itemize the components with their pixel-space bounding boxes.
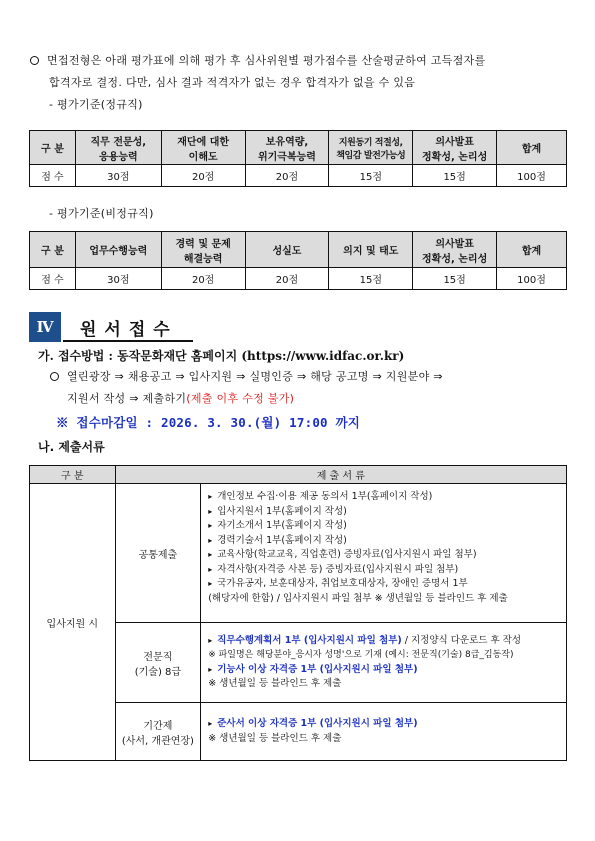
contract-docs-cell [201,703,567,761]
score-cell: 15점 [329,165,413,187]
contract-table-header [30,232,567,268]
score-cell: 20점 [245,268,329,290]
score-cell: 30점 [75,165,161,187]
row-label: 점 수 [30,268,76,290]
list-item [208,717,560,732]
required-doc: 직무수행계획서 1부 (입사지원시 파일 첨부) [217,634,402,646]
list-note: ※ 생년월일 등 블라인드 후 제출 [208,678,342,689]
intro-line-1: 면접전형은 아래 평가표에 의해 평가 후 심사위원별 평가점수를 산술평균하여 고득점자를 [47,54,486,67]
required-doc: 기능사 이상 자격증 1부 (입사지원시 파일 첨부) [217,663,418,675]
header-cell: 의지 및 태도 [329,232,413,268]
regular-evaluation-table [29,130,567,187]
section-underline [63,340,193,342]
list-note: ※ 생년월일 등 블라인드 후 제출 [208,732,342,744]
contract-criteria-label: - 평가기준(비정규직) [49,207,154,220]
score-cell: 15점 [413,165,497,187]
regular-criteria-label: - 평가기준(정규직) [49,98,143,111]
list-item [208,634,560,649]
section-title: 원서접수 [80,320,178,340]
header-cell: 성실도 [245,232,329,268]
docs-heading: 나. 제출서류 [38,440,105,454]
documents-table [29,465,567,761]
required-doc: 준사서 이상 자격증 1부 (입사지원시 파일 첨부) [217,718,418,729]
header-cell: 구 분 [30,232,76,268]
score-cell: 15점 [413,268,497,290]
list-item: ▸ 경력기술서 1부(홈페이지 작성) [208,534,560,549]
row-label: 점 수 [30,165,76,187]
method-steps [50,366,570,410]
category-cell: 기간제 (사서, 개관연장) [115,703,201,761]
header-cell: 지원동기 적절성, 책임감 발전가능성 [329,131,413,165]
score-cell: 20점 [161,165,245,187]
specialist-docs-list [208,634,560,692]
header-cell: 의사발표 정확성, 논리성 [413,131,497,165]
circle-bullet-icon [50,372,59,381]
category-cell: 공통제출 [115,484,201,623]
score-cell: 15점 [329,268,413,290]
specialist-docs-cell [201,623,567,703]
header-cell: 구 분 [30,131,76,165]
docs-row-common [30,484,567,623]
header-cell: 의사발표 정확성, 논리성 [413,232,497,268]
common-docs-list [208,490,560,606]
regular-table-row [30,165,567,187]
category-cell: 전문직 (기술) 8급 [115,623,201,703]
score-cell: 100점 [497,165,567,187]
circle-bullet-icon [30,56,39,65]
header-cell: 재단에 대한 이해도 [161,131,245,165]
group-cell: 입사지원 시 [30,484,116,761]
list-item [208,663,560,678]
contract-docs-list [208,717,560,746]
score-cell: 20점 [245,165,329,187]
header-cell: 직무 전문성, 응용능력 [75,131,161,165]
header-cell: 경력 및 문제 해결능력 [161,232,245,268]
deadline-notice: ※ 접수마감일 : 2026. 3. 30.(월) 17:00 까지 [56,415,361,430]
contract-evaluation-table [29,231,567,290]
section-number-badge: Ⅳ [29,312,61,342]
list-item: ▸ 개인정보 수집·이용 제공 동의서 1부(홈페이지 작성) [208,490,560,505]
intro-paragraph [30,50,575,116]
contract-table-row [30,268,567,290]
score-cell: 100점 [497,268,567,290]
list-note: (해당자에 한함) / 입사지원시 파일 첨부 ※ 생년월일 등 블라인드 후 제출 [208,592,508,604]
list-item: ▸ 입사지원서 1부(홈페이지 작성) [208,505,560,520]
list-item: ▸ 국가유공자, 보훈대상자, 취업보호대상자, 장애인 증명서 1부 [208,577,560,592]
score-cell: 20점 [161,268,245,290]
header-cell: 제 출 서 류 [115,466,566,484]
regular-table-header [30,131,567,165]
intro-line-2: 합격자로 결정. 다만, 심사 결과 적격자가 없는 경우 합격자가 없을 수 있음 [49,76,416,89]
steps-line-1: 열린광장 ⇒ 채용공고 ⇒ 입사지원 ⇒ 실명인증 ⇒ 해당 공고명 ⇒ 지원분야 ⇒ [67,370,443,383]
steps-note: (제출 이후 수정 불가) [186,392,295,405]
docs-table-header [30,466,567,484]
method-heading: 가. 접수방법 : 동작문화재단 홈페이지 (https://www.idfac.or.kr) [38,349,405,363]
steps-line-2: 지원서 작성 ⇒ 제출하기 [67,392,187,405]
list-item: ▸ 자격사항(자격증 사본 등) 증빙자료(입사지원시 파일 첨부) [208,563,560,578]
score-cell: 30점 [75,268,161,290]
list-note: ※ 파일명은 해당분야_응시자 성명'으로 기재 (예시: 전문직(기술) 8급_김동작) [208,650,514,660]
list-item: ▸ 교육사항(학교교육, 직업훈련) 증빙자료(입사지원시 파일 첨부) [208,548,560,563]
common-docs-cell [201,484,567,623]
header-cell: 보유역량, 위기극복능력 [245,131,329,165]
header-cell: 구 분 [30,466,116,484]
header-cell: 합계 [497,232,567,268]
header-cell: 업무수행능력 [75,232,161,268]
header-cell: 합계 [497,131,567,165]
list-item: ▸ 자기소개서 1부(홈페이지 작성) [208,519,560,534]
doc-suffix: / 지정양식 다운로드 후 작성 [401,634,522,646]
